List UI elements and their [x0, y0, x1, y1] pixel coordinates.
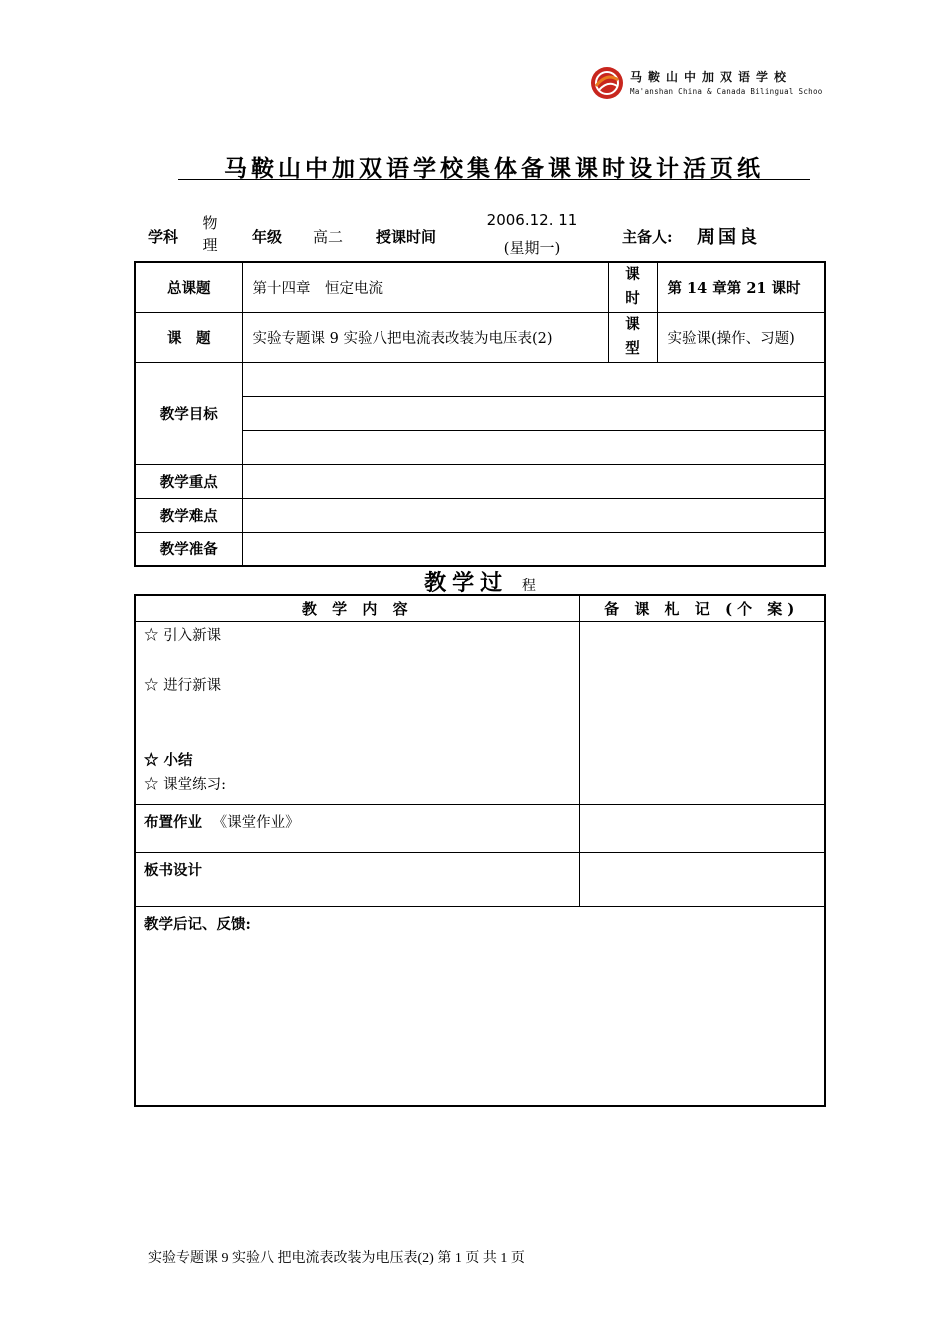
lesson-value: 实验专题课 9 实验八把电流表改装为电压表(2) [242, 312, 608, 362]
goals-field-3[interactable] [242, 430, 825, 464]
keypoints-row [135, 464, 825, 498]
class-date: 2006.12. 11 [486, 211, 578, 229]
homework-cell[interactable] [135, 804, 579, 852]
process-title-small: 程 [521, 578, 536, 594]
logo-english-name: Ma'anshan China & Canada Bilingual Schoo [630, 87, 823, 96]
period-value: 第 14 章第 21 课时 [657, 262, 825, 312]
period-label-1: 课 [625, 266, 640, 284]
difficulties-row [135, 498, 825, 532]
goals-label: 教学目标 [135, 362, 242, 464]
goals-field-2[interactable] [242, 396, 825, 430]
homework-value: 《课堂作业》 [212, 814, 300, 831]
type-label-1: 课 [625, 316, 640, 333]
subject-value [198, 212, 222, 256]
process-content-row [135, 621, 825, 804]
process-content-cell[interactable] [135, 621, 579, 804]
subject-value-line1: 物 [202, 214, 218, 232]
page-title: 马鞍山中加双语学校集体备课课时设计活页纸 [224, 156, 764, 182]
topic-value: 第十四章 恒定电流 [242, 262, 608, 312]
process-notes-cell[interactable] [579, 621, 825, 804]
type-label-2: 型 [625, 340, 640, 357]
reflection-label: 教学后记、反馈: [144, 915, 251, 933]
board-design-cell[interactable] [135, 852, 579, 906]
difficulties-field[interactable] [242, 498, 825, 532]
content-column-header: 教 学 内 容 [135, 595, 579, 621]
preparation-label: 教学准备 [135, 532, 242, 566]
goals-row-1 [135, 362, 825, 396]
school-logo [590, 66, 823, 102]
reflection-cell[interactable] [135, 906, 825, 1106]
notes-column-header: 备 课 札 记 (个 案) [579, 595, 825, 621]
grade-value: 高二 [313, 228, 344, 246]
homework-row [135, 804, 825, 852]
topic-row [135, 262, 825, 312]
board-design-row [135, 852, 825, 906]
school-emblem-icon [590, 66, 624, 100]
period-label-2: 时 [625, 290, 640, 308]
difficulties-label: 教学难点 [135, 498, 242, 532]
intro-item: ☆ 引入新课 [144, 627, 222, 644]
keypoints-field[interactable] [242, 464, 825, 498]
class-time-label: 授课时间 [376, 228, 437, 246]
practice-item: ☆ 课堂练习: [144, 776, 226, 793]
process-title [380, 566, 580, 597]
type-label [608, 312, 657, 362]
subject-value-line2: 理 [202, 236, 218, 254]
preparation-field[interactable] [242, 532, 825, 566]
title-underline [178, 179, 810, 180]
homework-label: 布置作业 [144, 813, 202, 831]
preparation-row [135, 532, 825, 566]
new-lesson-item: ☆ 进行新课 [144, 677, 222, 694]
board-design-notes-cell[interactable] [579, 852, 825, 906]
keypoints-label: 教学重点 [135, 464, 242, 498]
teaching-process-table [134, 594, 826, 1107]
lesson-plan-table [134, 261, 826, 567]
grade-label: 年级 [252, 228, 283, 246]
class-weekday: (星期一) [503, 239, 561, 257]
period-label [608, 262, 657, 312]
goals-field-1[interactable] [242, 362, 825, 396]
reflection-row [135, 906, 825, 1106]
page-footer: 实验专题课 9 实验八 把电流表改装为电压表(2) 第 1 页 共 1 页 [148, 1251, 525, 1266]
process-header-row [135, 595, 825, 621]
preparer-name: 周国良 [697, 227, 760, 248]
topic-label: 总课题 [135, 262, 242, 312]
summary-item: ☆ 小结 [144, 751, 193, 769]
logo-chinese-name: 马鞍山中加双语学校 [630, 70, 793, 84]
board-design-label: 板书设计 [144, 861, 202, 879]
type-value: 实验课(操作、习题) [657, 312, 825, 362]
lesson-row [135, 312, 825, 362]
lesson-label: 课 题 [135, 312, 242, 362]
preparer-label: 主备人: [622, 228, 673, 246]
subject-label: 学科 [148, 228, 179, 246]
process-title-main: 教学过 [424, 570, 509, 596]
homework-notes-cell[interactable] [579, 804, 825, 852]
